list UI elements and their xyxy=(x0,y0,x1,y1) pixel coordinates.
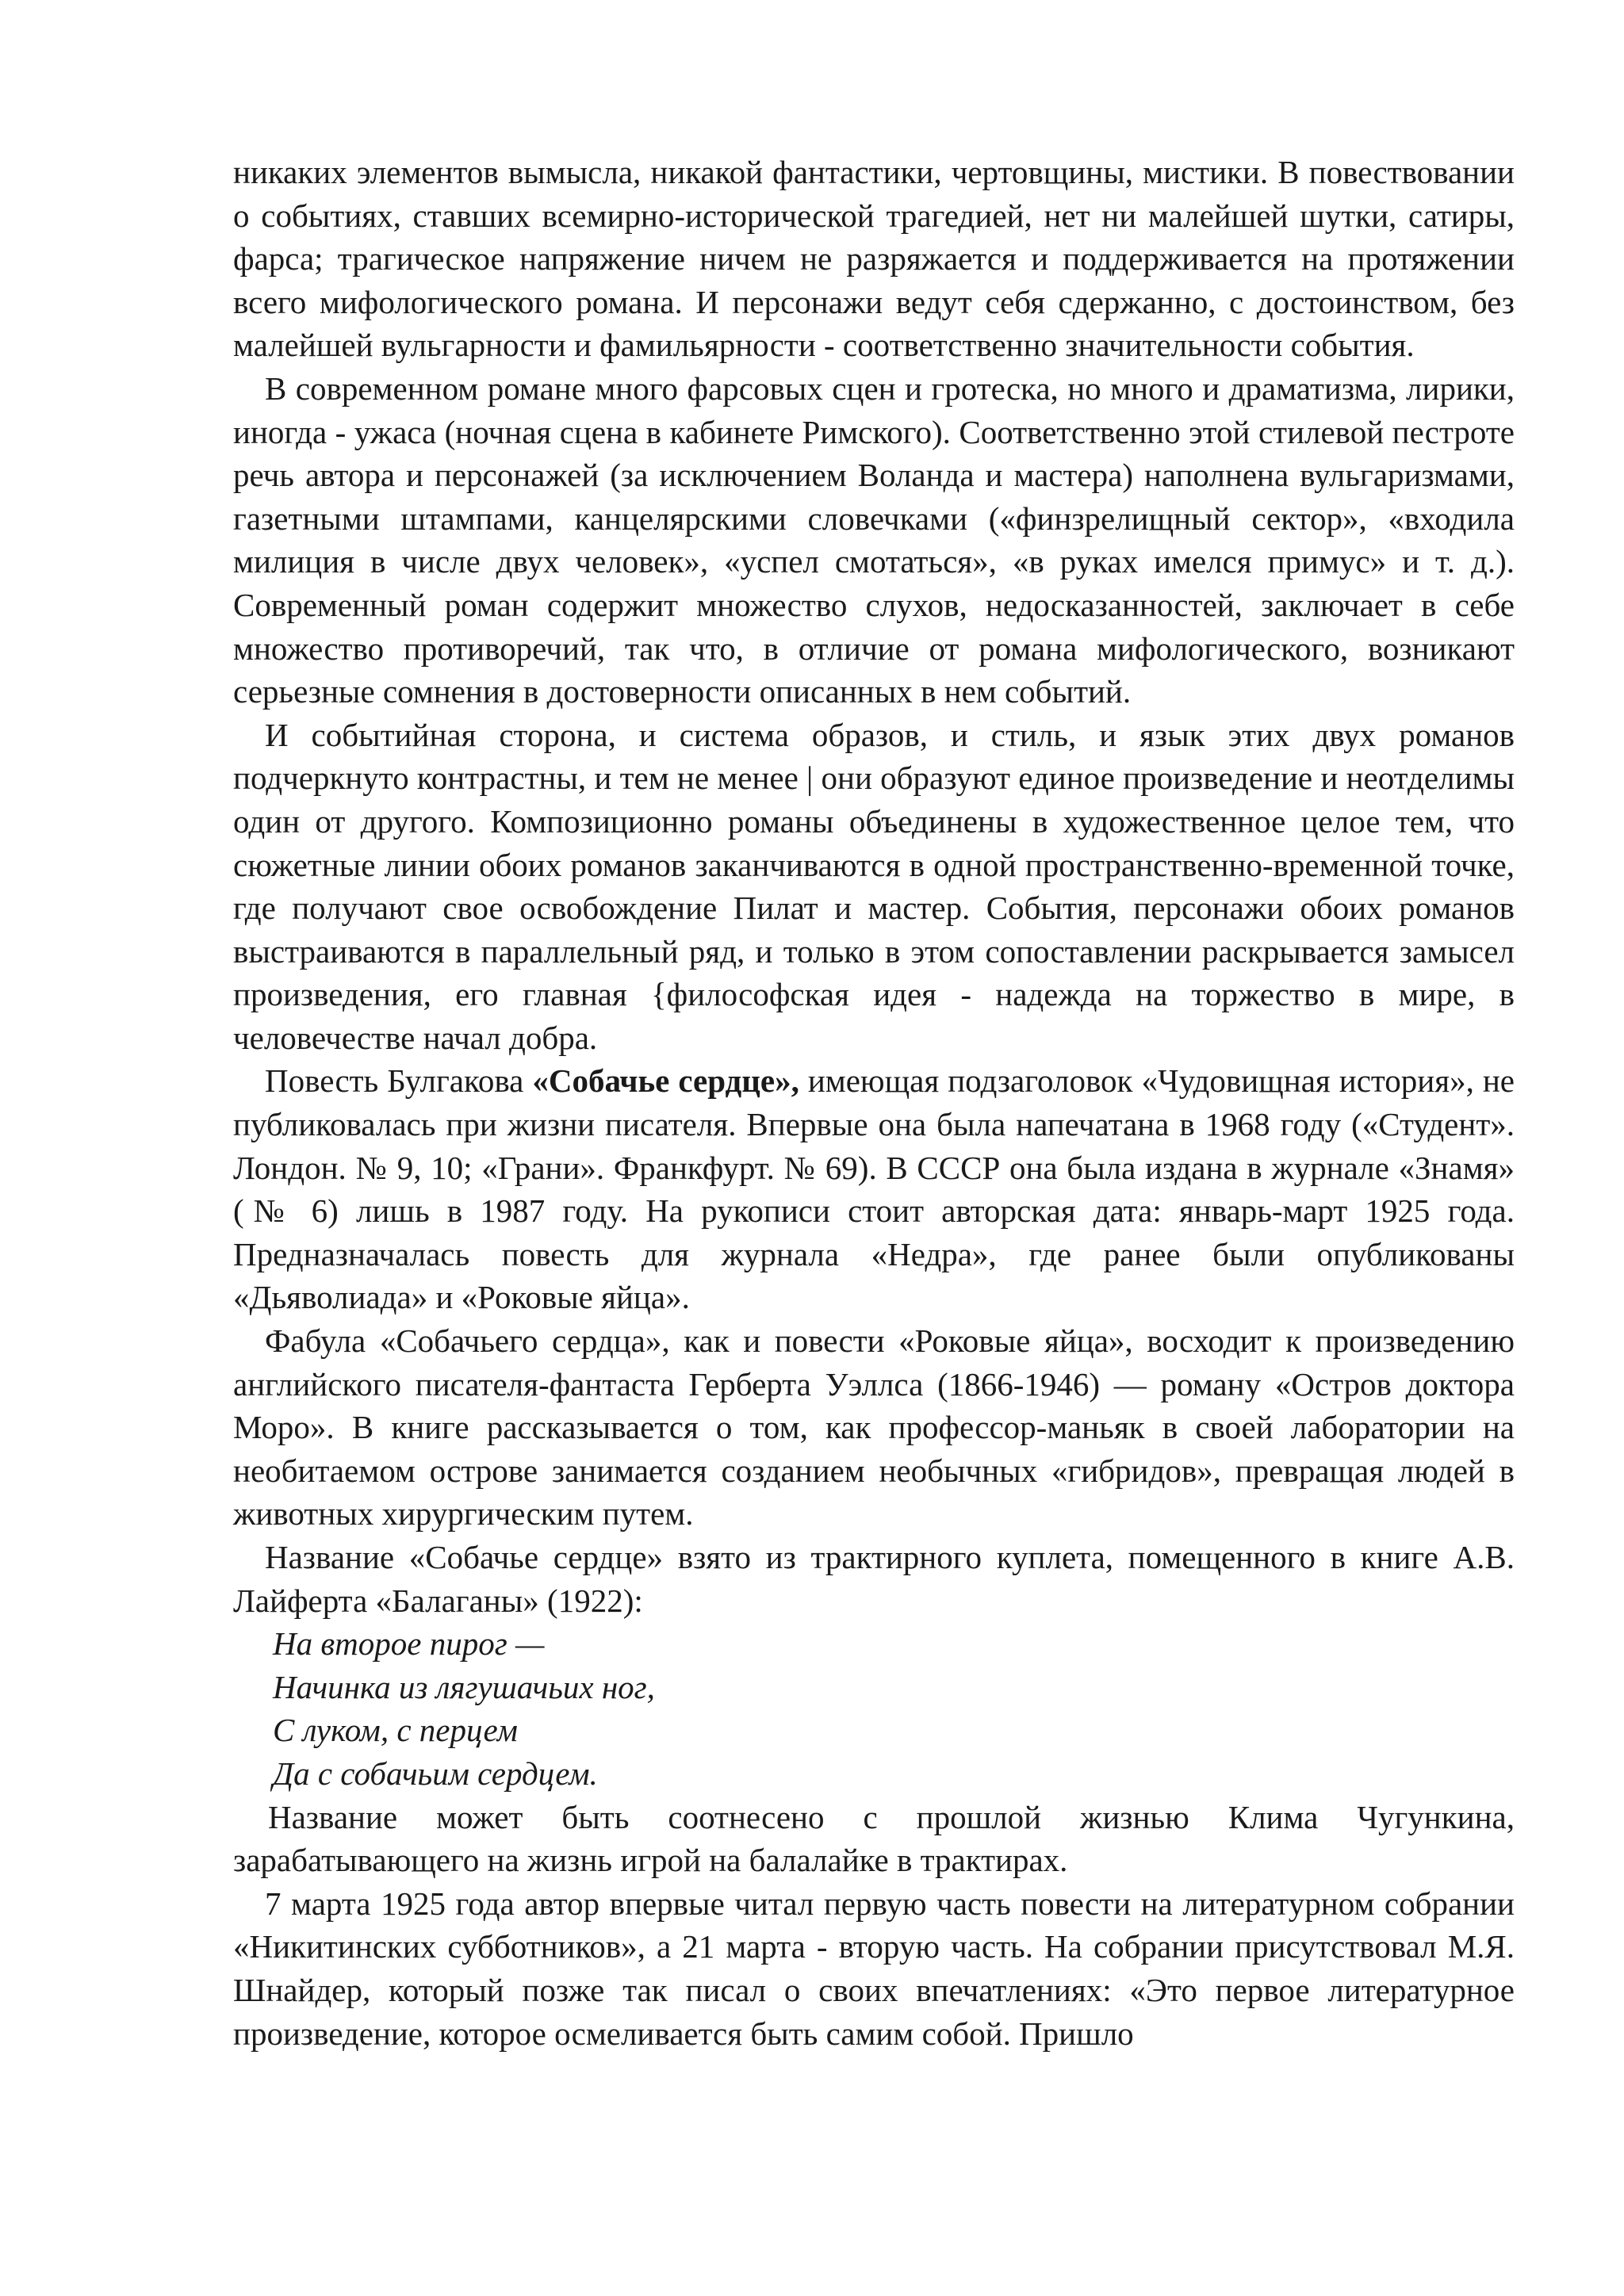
paragraph-1: никаких элементов вымысла, никакой фантастики, чертовщины, мистики. В повествовании о событиях, ставших всемирно-исторической трагедией, нет ни малейшей шутки, сатиры, фарса; трагическое напряжение ничем не разряжается и поддерживается на протяжении всего мифологического романа. И персонажи ведут себя сдержанно, с достоинством, без малейшей вульгарности и фамильярности - соответственно значительности события. xyxy=(233,154,1515,364)
poem-line-2: Начинка из лягушачьих ног, xyxy=(273,1668,655,1705)
paragraph-4-rest: имеющая подзаголовок «Чудовищная история», не публиковалась при жизни писателя. Впервые она была напечатана в 1968 году («Студент». Лондон. № 9, 10; «Грани». Франкфурт. № 69). В СССР она была издана в журнале «Знамя» (№ 6) лишь в 1987 году. На рукописи стоит авторская дата: январь-март 1925 года. Предназначалась повесть для журнала «Недра», где ранее были опубликованы «Дьяволиада» и «Роковые яйца». xyxy=(233,1062,1515,1316)
paragraph-5: Фабула «Собачьего сердца», как и повести «Роковые яйца», восходит к произведению английского писателя-фантаста Герберта Уэллса (1866-1946) — роману «Остров доктора Моро». В книге рассказывается о том, как профессор-маньяк в своей лаборатории на необитаемом острове занимается созданием необычных «гибридов», превращая людей в животных хирургическим путем. xyxy=(233,1322,1515,1533)
paragraph-2: В современном романе много фарсовых сцен и гротеска, но много и драматизма, лирики, иногда - ужаса (ночная сцена в кабинете Римского). Соответственно этой стилевой пестроте речь автора и персонажей (за исключением Воланда и мастера) наполнена вульгаризмами, газетными штампами, канцелярскими словечками («финзрелищный сектор», «входила милиция в числе двух человек», «успел смотаться», «в руках имелся примус» и т. д.). Современный роман содержит множество слухов, недосказанностей, заключает в себе множество противоречий, так что, в отличие от романа мифологического, возникают серьезные сомнения в достоверности описанных в нем событий. xyxy=(233,369,1515,710)
document-page xyxy=(233,151,1515,2055)
paragraph-6: Название «Собачье сердце» взято из трактирного куплета, помещенного в книге А.В. Лайферта «Балаганы» (1922): xyxy=(233,1539,1515,1619)
poem-line-3: С луком, с перцем xyxy=(273,1712,518,1749)
paragraph-4 xyxy=(233,1059,1515,1319)
paragraph-4-lead: Повесть Булгакова xyxy=(265,1062,533,1100)
paragraph-7: Название может быть соотнесено с прошлой жизнью Клима Чугункина, зарабатывающего на жизнь игрой на балалайке в трактирах. xyxy=(233,1798,1515,1879)
poem-line-1: На второе пирог — xyxy=(273,1625,545,1663)
poem-verse xyxy=(233,1622,1515,1795)
paragraph-3: И событийная сторона, и система образов, и стиль, и язык этих двух романов подчеркнуто контрастны, и тем не менее | они образуют единое произведение и неотделимы один от другого. Композиционно романы объединены в художественное целое тем, что сюжетные линии обоих романов заканчиваются в одной пространственно-временной точке, где получают свое освобождение Пилат и мастер. События, персонажи обоих романов выстраиваются в параллельный ряд, и только в этом сопоставлении раскрывается замысел произведения, его главная {философская идея - надежда на торжество в мире, в человечестве начал добра. xyxy=(233,716,1515,1056)
poem-line-4: Да с собачьим сердцем. xyxy=(273,1755,598,1792)
book-title-bold: «Собачье сердце», xyxy=(532,1062,799,1100)
paragraph-8: 7 марта 1925 года автор впервые читал первую часть повести на литературном собрании «Никитинских субботников», а 21 марта - вторую часть. На собрании присутствовал М.Я. Шнайдер, который позже так писал о своих впечатлениях: «Это первое литературное произведение, которое осмеливается быть самим собой. Пришло xyxy=(233,1885,1515,2052)
